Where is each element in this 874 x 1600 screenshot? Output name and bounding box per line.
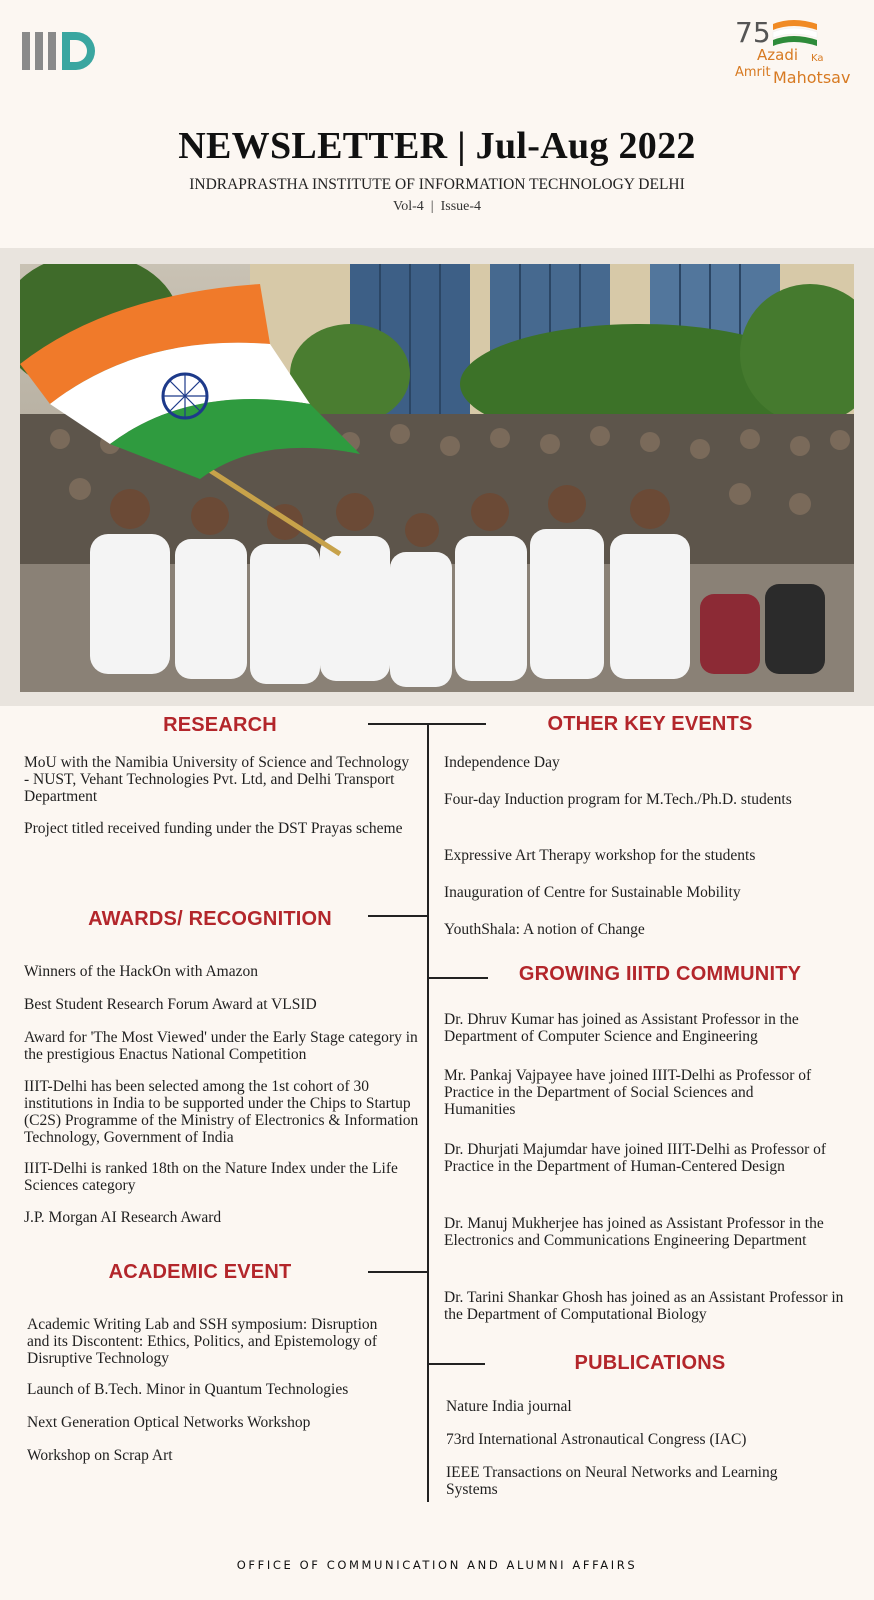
center-divider: [427, 724, 429, 1502]
azadi-ka-amrit-mahotsav-logo: [735, 16, 863, 88]
academic-item: Academic Writing Lab and SSH symposium: Disruption and its Discontent: Ethics, Politics, and Epistemology of Disruptive Technology: [27, 1316, 378, 1367]
independence-day-photo: [20, 264, 854, 692]
iiitd-logo: [22, 30, 104, 72]
rule-awards: [368, 915, 428, 917]
academic-item: Next Generation Optical Networks Workshop: [27, 1414, 311, 1431]
event-item: Inauguration of Centre for Sustainable Mobility: [444, 884, 741, 901]
community-item: Dr. Tarini Shankar Ghosh has joined as an Assistant Professor in the Department of Computational Biology: [444, 1289, 844, 1323]
community-item: Dr. Dhruv Kumar has joined as Assistant Professor in the Department of Computer Science and Engineering: [444, 1011, 799, 1045]
award-item: Award for 'The Most Viewed' under the Early Stage category in the prestigious Enactus National Competition: [24, 1029, 418, 1063]
research-heading: RESEARCH: [163, 714, 277, 736]
footer-office: OFFICE OF COMMUNICATION AND ALUMNI AFFAIRS: [236, 1558, 638, 1572]
award-item: IIIT-Delhi is ranked 18th on the Nature Index under the Life Sciences category: [24, 1160, 398, 1194]
amrit-text: Amrit: [735, 65, 771, 80]
azadi-text: Azadi: [757, 46, 799, 64]
mahotsav-text: Mahotsav: [773, 68, 851, 87]
event-item: Four-day Induction program for M.Tech./Ph.D. students: [444, 791, 792, 808]
academic-item: Launch of B.Tech. Minor in Quantum Technologies: [27, 1381, 349, 1398]
publication-item: Nature India journal: [446, 1398, 572, 1415]
other-events-heading: OTHER KEY EVENTS: [547, 713, 753, 735]
rule-research: [368, 723, 486, 725]
publications-heading: PUBLICATIONS: [574, 1352, 726, 1374]
award-item: J.P. Morgan AI Research Award: [24, 1209, 222, 1226]
volume-issue: Vol-4 | Issue-4: [392, 199, 482, 214]
event-item: Expressive Art Therapy workshop for the students: [444, 847, 756, 864]
research-item: Project titled received funding under the DST Prayas scheme: [24, 820, 403, 837]
rule-publications: [428, 1363, 485, 1365]
newsletter-title: NEWSLETTER | Jul-Aug 2022: [178, 125, 696, 167]
event-item: YouthShala: A notion of Change: [444, 921, 645, 938]
community-heading: GROWING IIITD COMMUNITY: [518, 963, 802, 985]
community-item: Dr. Dhurjati Majumdar have joined IIIT-Delhi as Professor of Practice in the Department of Human-Centered Design: [444, 1141, 827, 1175]
rule-academic: [368, 1271, 428, 1273]
awards-heading: AWARDS/ RECOGNITION: [88, 908, 332, 930]
institute-name: INDRAPRASTHA INSTITUTE OF INFORMATION TECHNOLOGY DELHI: [189, 176, 685, 193]
ka-text: Ka: [811, 53, 824, 64]
academic-item: Workshop on Scrap Art: [27, 1447, 173, 1464]
event-item: Independence Day: [444, 754, 560, 771]
research-item: MoU with the Namibia University of Science and Technology - NUST, Vehant Technologies Pvt. Ltd, and Delhi Transport Department: [24, 754, 410, 805]
community-item: Mr. Pankaj Vajpayee have joined IIIT-Delhi as Professor of Practice in the Department of Social Sciences and Humanities: [444, 1067, 812, 1118]
award-item: IIIT-Delhi has been selected among the 1st cohort of 30 institutions in India to be supported under the Chips to Startup (C2S) Programme of the Ministry of Electronics & Information Technology, Government of India: [24, 1078, 419, 1146]
award-item: Best Student Research Forum Award at VLSID: [24, 996, 317, 1013]
svg-text:75: 75: [735, 16, 771, 49]
academic-heading: ACADEMIC EVENT: [108, 1261, 292, 1283]
rule-community: [428, 977, 488, 979]
award-item: Winners of the HackOn with Amazon: [24, 963, 258, 980]
publication-item: 73rd International Astronautical Congress (IAC): [446, 1431, 747, 1448]
publication-item: IEEE Transactions on Neural Networks and Learning Systems: [446, 1464, 778, 1498]
community-item: Dr. Manuj Mukherjee has joined as Assistant Professor in the Electronics and Communications Engineering Department: [444, 1215, 824, 1249]
